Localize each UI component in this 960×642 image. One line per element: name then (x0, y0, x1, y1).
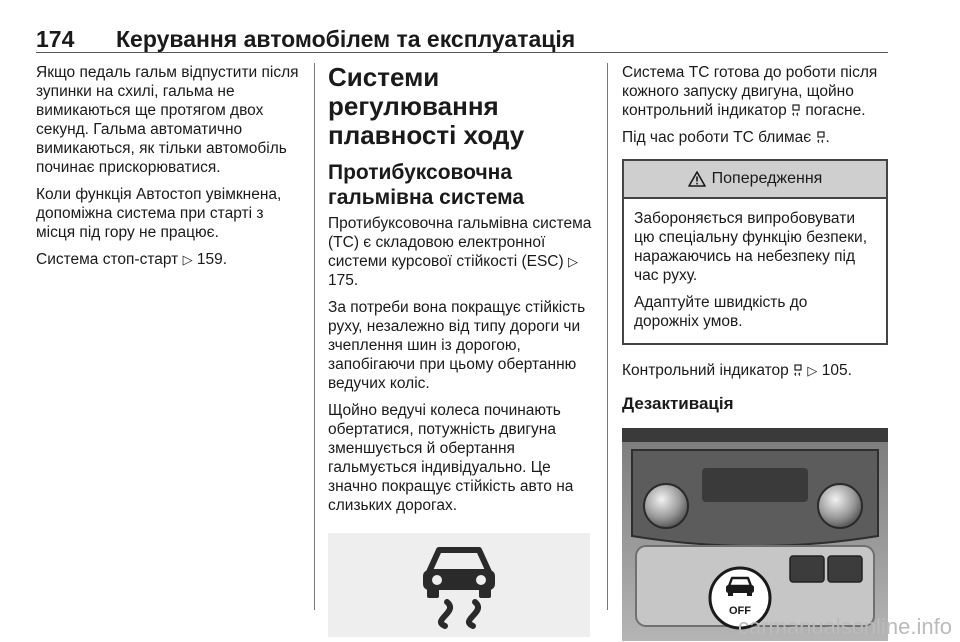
chapter-title: Керування автомобілем та експлуатація (116, 26, 576, 52)
column-1 (36, 63, 306, 277)
subsection-heading: Дезактивація (622, 394, 734, 413)
dashboard-photo (622, 428, 888, 641)
traction-control-indicator-icon (816, 131, 826, 143)
paragraph: Щойно ведучі колеса починають обертатися, потужність двигуна зменшується й обертання гальмується індивідуально. Це значно покращує стійкість авто на слизьких дорогах. (328, 402, 574, 514)
warning-body (624, 199, 886, 343)
reference-arrow-icon: ▷ (567, 254, 578, 269)
off-label: OFF (729, 605, 751, 617)
traction-control-indicator-icon (791, 104, 801, 116)
traction-control-indicator-icon (793, 364, 803, 376)
cross-reference[interactable]: Контрольний індикатор ▷ 105. (622, 362, 852, 379)
warning-triangle-icon (688, 171, 706, 187)
column-2 (328, 63, 598, 637)
header-rule (36, 52, 888, 53)
reference-arrow-icon: ▷ (182, 252, 193, 267)
page-number: 174 (36, 26, 75, 52)
column-divider-2 (607, 63, 608, 610)
cross-reference[interactable]: Система стоп-старт ▷ 159. (36, 251, 228, 268)
traction-control-icon (409, 540, 509, 630)
watermark: carmanualsonline.info (737, 614, 952, 639)
paragraph: Під час роботи TC блимає . (622, 129, 830, 146)
paragraph: Система TC готова до роботи після кожного запуску двигуна, щойно контрольний індикатор погасне. (622, 64, 878, 119)
warning-box (622, 159, 888, 345)
section-heading: Системи регулювання плавності ходу (328, 62, 525, 150)
reference-arrow-icon: ▷ (807, 363, 818, 378)
paragraph: Коли функція Автостоп увімкнена, допоміжна система при старті з місця під гору не працює. (36, 186, 282, 241)
page-header (36, 26, 888, 54)
column-3 (622, 63, 888, 641)
warning-header (624, 161, 886, 199)
subsection-heading: Протибуксовочна гальмівна система (328, 161, 525, 209)
paragraph: Забороняється випробовувати цю спеціальну функцію безпеки, наражаючись на небезпеку під час руху. (634, 210, 868, 284)
paragraph: Протибуксовочна гальмівна система (TC) є складовою електронної системи курсової стійкості (ESC) ▷ 175. (328, 215, 592, 289)
paragraph: Адаптуйте швидкість до дорожніх умов. (634, 294, 808, 330)
column-divider-1 (314, 63, 315, 610)
traction-control-figure (328, 533, 590, 637)
paragraph: За потреби вона покращує стійкість руху, незалежно від типу дороги чи зчеплення шин із дорогою, запобігаючи при цьому обертанню ведучих коліс. (328, 299, 586, 392)
warning-title: Попередження (711, 170, 823, 187)
paragraph: Якщо педаль гальм відпустити після зупинки на схилі, гальма не вимикаються ще протягом двох секунд. Гальма автоматично вимикаються, як тільки автомобіль починає прискорюватися. (36, 64, 299, 176)
